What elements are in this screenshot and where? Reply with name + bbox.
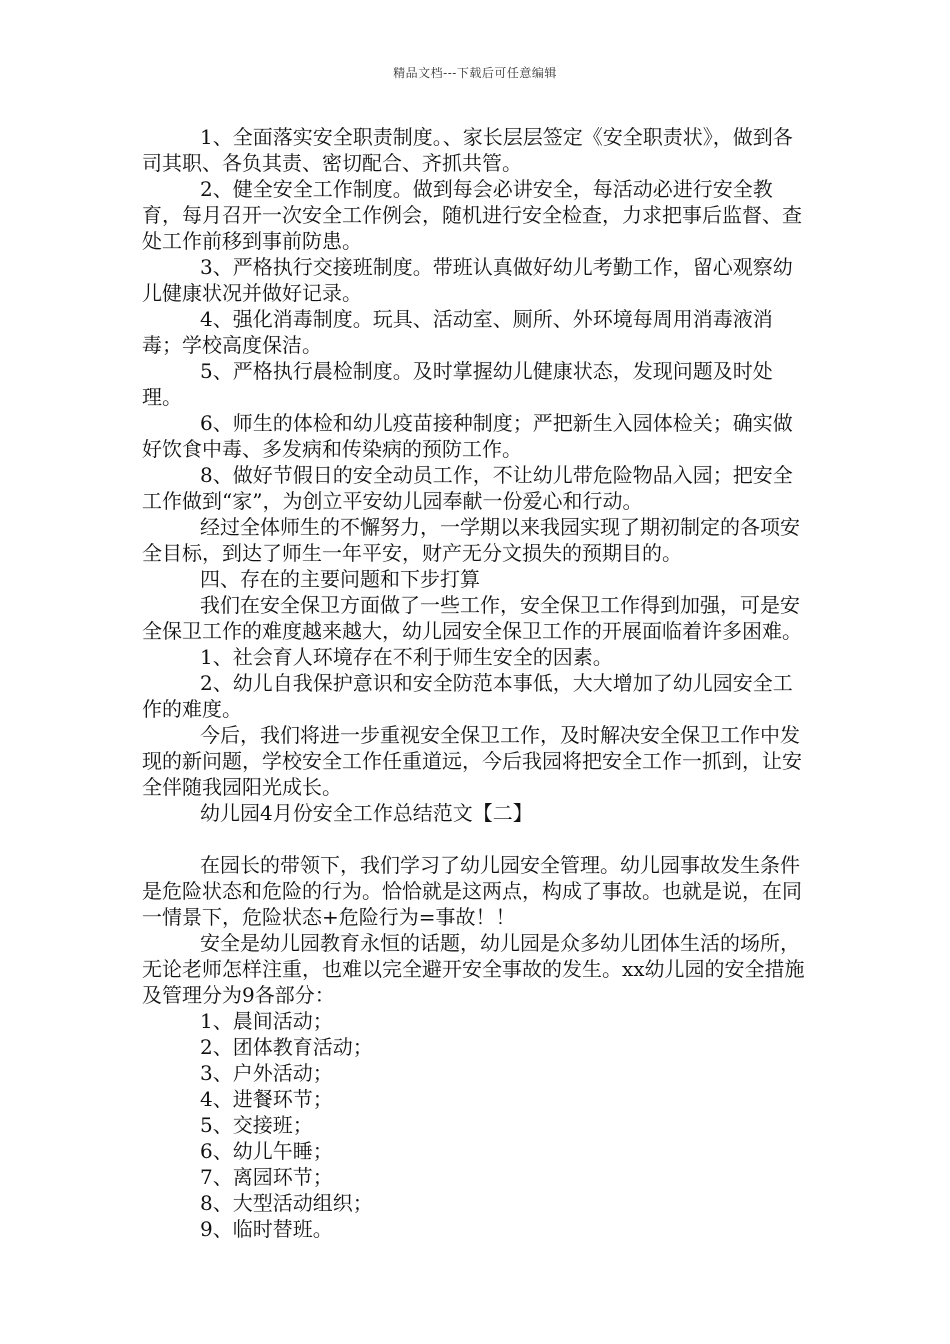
document-body	[142, 124, 810, 1242]
paragraph: 我们在安全保卫方面做了一些工作，安全保卫工作得到加强，可是安全保卫工作的难度越来越大，幼儿园安全保卫工作的开展面临着许多困难。	[142, 593, 802, 643]
paragraph: 3、严格执行交接班制度。带班认真做好幼儿考勤工作，留心观察幼儿健康状况并做好记录。	[142, 255, 793, 305]
list-item: 8、大型活动组织；	[200, 1191, 373, 1215]
list-item: 6、幼儿午睡；	[200, 1139, 333, 1163]
paragraph: 在园长的带领下，我们学习了幼儿园安全管理。幼儿园事故发生条件是危险状态和危险的行为。恰恰就是这两点，构成了事故。也就是说，在同一情景下，危险状态+危险行为=事故！！	[142, 853, 802, 929]
paragraph: 6、师生的体检和幼儿疫苗接种制度；严把新生入园体检关；确实做好饮食中毒、多发病和传染病的预防工作。	[142, 411, 793, 461]
paragraph: 8、做好节假日的安全动员工作，不让幼儿带危险物品入园；把安全工作做到“家”，为创立平安幼儿园奉献一份爱心和行动。	[142, 463, 793, 513]
list-item: 3、户外活动；	[200, 1061, 333, 1085]
paragraph: 2、幼儿自我保护意识和安全防范本事低，大大增加了幼儿园安全工作的难度。	[142, 671, 793, 721]
paragraph: 今后，我们将进一步重视安全保卫工作，及时解决安全保卫工作中发现的新问题，学校安全工作任重道远，今后我园将把安全工作一抓到，让安全伴随我园阳光成长。	[142, 723, 802, 799]
paragraph: 2、健全安全工作制度。做到每会必讲安全，每活动必进行安全教育，每月召开一次安全工作例会，随机进行安全检查，力求把事后监督、查处工作前移到事前防患。	[142, 177, 802, 253]
list-item: 5、交接班；	[200, 1113, 313, 1137]
paragraph: 安全是幼儿园教育永恒的话题，幼儿园是众多幼儿团体生活的场所，无论老师怎样注重，也难以完全避开安全事故的发生。xx幼儿园的安全措施及管理分为9各部分：	[142, 931, 805, 1007]
section-title: 幼儿园4月份安全工作总结范文【二】	[200, 801, 533, 825]
list-item: 2、团体教育活动；	[200, 1035, 373, 1059]
paragraph: 4、强化消毒制度。玩具、活动室、厕所、外环境每周用消毒液消毒；学校高度保洁。	[142, 307, 773, 357]
list-item: 7、离园环节；	[200, 1165, 333, 1189]
header-note: 精品文档---下载后可任意编辑	[393, 66, 557, 80]
paragraph: 1、社会育人环境存在不利于师生安全的因素。	[200, 645, 613, 669]
list-item: 1、晨间活动；	[200, 1009, 333, 1033]
paragraph: 5、严格执行晨检制度。及时掌握幼儿健康状态，发现问题及时处理。	[142, 359, 773, 409]
list-item: 4、进餐环节；	[200, 1087, 333, 1111]
section-heading: 四、存在的主要问题和下步打算	[200, 567, 480, 591]
blank-line	[142, 826, 810, 852]
paragraph: 经过全体师生的不懈努力，一学期以来我园实现了期初制定的各项安全目标，到达了师生一年平安，财产无分文损失的预期目的。	[142, 515, 800, 565]
list-item: 9、临时替班。	[200, 1217, 333, 1241]
paragraph: 1、全面落实安全职责制度。、家长层层签定《安全职责状》，做到各司其职、各负其责、密切配合、齐抓共管。	[142, 125, 793, 175]
